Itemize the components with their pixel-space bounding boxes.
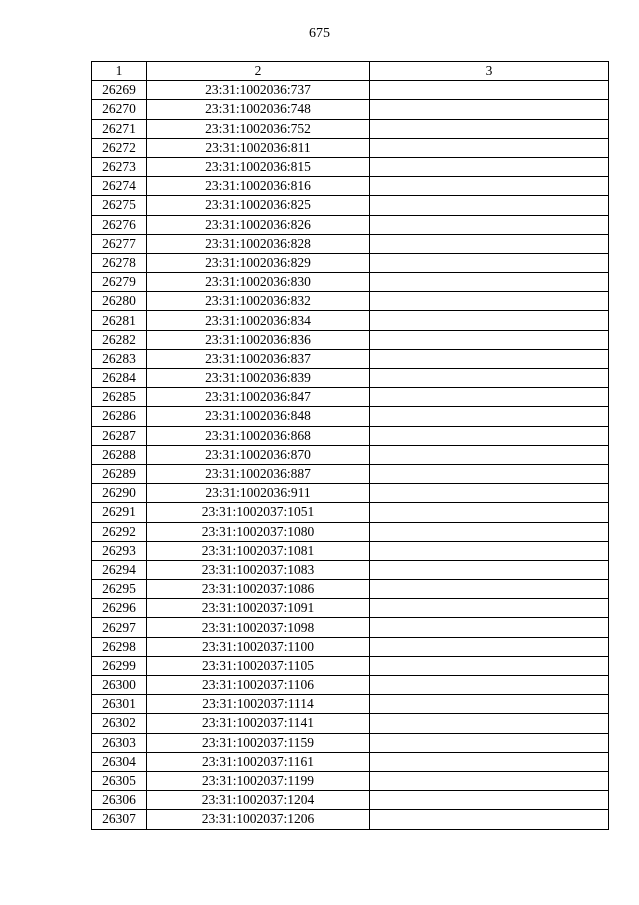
row-number-cell: 26298: [92, 637, 147, 656]
cadastral-number-cell: 23:31:1002036:825: [147, 196, 370, 215]
note-cell: [370, 292, 609, 311]
cadastral-number-cell: 23:31:1002036:830: [147, 273, 370, 292]
table-row: [92, 81, 609, 100]
row-number-cell: 26280: [92, 292, 147, 311]
table-row: [92, 618, 609, 637]
cadastral-number-cell: 23:31:1002037:1098: [147, 618, 370, 637]
cadastral-number-cell: 23:31:1002036:868: [147, 426, 370, 445]
row-number-cell: 26306: [92, 791, 147, 810]
cadastral-number-cell: 23:31:1002036:811: [147, 138, 370, 157]
note-cell: [370, 215, 609, 234]
cadastral-number-cell: 23:31:1002037:1091: [147, 599, 370, 618]
cadastral-number-cell: 23:31:1002037:1100: [147, 637, 370, 656]
cadastral-number-cell: 23:31:1002037:1080: [147, 522, 370, 541]
row-number-cell: 26295: [92, 580, 147, 599]
table-row: [92, 138, 609, 157]
note-cell: [370, 464, 609, 483]
note-cell: [370, 503, 609, 522]
note-cell: [370, 100, 609, 119]
cadastral-number-cell: 23:31:1002036:836: [147, 330, 370, 349]
table-body: [92, 81, 609, 829]
table-row: [92, 560, 609, 579]
note-cell: [370, 81, 609, 100]
cadastral-number-cell: 23:31:1002036:870: [147, 445, 370, 464]
column-header-3: 3: [370, 62, 609, 81]
note-cell: [370, 157, 609, 176]
note-cell: [370, 407, 609, 426]
table-row: [92, 503, 609, 522]
table-row: [92, 445, 609, 464]
row-number-cell: 26290: [92, 484, 147, 503]
table-row: [92, 311, 609, 330]
cadastral-number-cell: 23:31:1002036:737: [147, 81, 370, 100]
row-number-cell: 26296: [92, 599, 147, 618]
note-cell: [370, 771, 609, 790]
cadastral-number-cell: 23:31:1002036:829: [147, 253, 370, 272]
note-cell: [370, 138, 609, 157]
row-number-cell: 26276: [92, 215, 147, 234]
note-cell: [370, 695, 609, 714]
row-number-cell: 26277: [92, 234, 147, 253]
cadastral-number-cell: 23:31:1002037:1086: [147, 580, 370, 599]
table-row: [92, 157, 609, 176]
note-cell: [370, 273, 609, 292]
note-cell: [370, 426, 609, 445]
table-row: [92, 119, 609, 138]
note-cell: [370, 733, 609, 752]
row-number-cell: 26272: [92, 138, 147, 157]
cadastral-number-cell: 23:31:1002037:1106: [147, 676, 370, 695]
row-number-cell: 26273: [92, 157, 147, 176]
table-row: [92, 177, 609, 196]
row-number-cell: 26286: [92, 407, 147, 426]
row-number-cell: 26270: [92, 100, 147, 119]
row-number-cell: 26288: [92, 445, 147, 464]
table-row: [92, 599, 609, 618]
cadastral-number-cell: 23:31:1002036:832: [147, 292, 370, 311]
cadastral-number-cell: 23:31:1002036:847: [147, 388, 370, 407]
cadastral-number-cell: 23:31:1002037:1206: [147, 810, 370, 829]
row-number-cell: 26275: [92, 196, 147, 215]
row-number-cell: 26291: [92, 503, 147, 522]
table-row: [92, 522, 609, 541]
note-cell: [370, 714, 609, 733]
cadastral-number-cell: 23:31:1002037:1105: [147, 656, 370, 675]
table-row: [92, 369, 609, 388]
note-cell: [370, 311, 609, 330]
table-row: [92, 810, 609, 829]
row-number-cell: 26294: [92, 560, 147, 579]
cadastral-number-cell: 23:31:1002037:1204: [147, 791, 370, 810]
cadastral-number-cell: 23:31:1002037:1161: [147, 752, 370, 771]
cadastral-number-cell: 23:31:1002036:826: [147, 215, 370, 234]
row-number-cell: 26301: [92, 695, 147, 714]
row-number-cell: 26274: [92, 177, 147, 196]
row-number-cell: 26293: [92, 541, 147, 560]
cadastral-number-cell: 23:31:1002037:1051: [147, 503, 370, 522]
note-cell: [370, 253, 609, 272]
table-row: [92, 407, 609, 426]
note-cell: [370, 522, 609, 541]
table-row: [92, 234, 609, 253]
table-row: [92, 733, 609, 752]
row-number-cell: 26281: [92, 311, 147, 330]
table-row: [92, 273, 609, 292]
note-cell: [370, 618, 609, 637]
row-number-cell: 26299: [92, 656, 147, 675]
row-number-cell: 26283: [92, 349, 147, 368]
row-number-cell: 26278: [92, 253, 147, 272]
note-cell: [370, 541, 609, 560]
cadastral-number-cell: 23:31:1002036:837: [147, 349, 370, 368]
row-number-cell: 26307: [92, 810, 147, 829]
row-number-cell: 26271: [92, 119, 147, 138]
row-number-cell: 26287: [92, 426, 147, 445]
note-cell: [370, 560, 609, 579]
row-number-cell: 26304: [92, 752, 147, 771]
cadastral-number-cell: 23:31:1002036:748: [147, 100, 370, 119]
table-row: [92, 292, 609, 311]
note-cell: [370, 388, 609, 407]
cadastral-number-cell: 23:31:1002037:1114: [147, 695, 370, 714]
cadastral-number-cell: 23:31:1002036:839: [147, 369, 370, 388]
table-row: [92, 695, 609, 714]
row-number-cell: 26285: [92, 388, 147, 407]
row-number-cell: 26289: [92, 464, 147, 483]
table-row: [92, 541, 609, 560]
table-row: [92, 676, 609, 695]
row-number-cell: 26302: [92, 714, 147, 733]
row-number-cell: 26269: [92, 81, 147, 100]
table-row: [92, 637, 609, 656]
page-number: 675: [309, 26, 330, 41]
table-row: [92, 388, 609, 407]
table-row: [92, 752, 609, 771]
note-cell: [370, 580, 609, 599]
cadastral-number-cell: 23:31:1002036:911: [147, 484, 370, 503]
row-number-cell: 26300: [92, 676, 147, 695]
cadastral-number-cell: 23:31:1002036:887: [147, 464, 370, 483]
note-cell: [370, 119, 609, 138]
table-row: [92, 100, 609, 119]
table-row: [92, 349, 609, 368]
note-cell: [370, 234, 609, 253]
cadastral-number-cell: 23:31:1002037:1081: [147, 541, 370, 560]
cadastral-number-cell: 23:31:1002037:1159: [147, 733, 370, 752]
table-row: [92, 656, 609, 675]
table-row: [92, 714, 609, 733]
table-row: [92, 464, 609, 483]
table-row: [92, 215, 609, 234]
table-row: [92, 253, 609, 272]
table-row: [92, 196, 609, 215]
cadastral-number-cell: 23:31:1002036:815: [147, 157, 370, 176]
row-number-cell: 26305: [92, 771, 147, 790]
table-row: [92, 791, 609, 810]
note-cell: [370, 637, 609, 656]
note-cell: [370, 810, 609, 829]
cadastral-number-cell: 23:31:1002036:752: [147, 119, 370, 138]
column-header-1: 1: [92, 62, 147, 81]
note-cell: [370, 791, 609, 810]
note-cell: [370, 484, 609, 503]
note-cell: [370, 752, 609, 771]
row-number-cell: 26282: [92, 330, 147, 349]
cadastral-number-cell: 23:31:1002037:1141: [147, 714, 370, 733]
cadastral-number-cell: 23:31:1002036:816: [147, 177, 370, 196]
column-header-2: 2: [147, 62, 370, 81]
note-cell: [370, 349, 609, 368]
note-cell: [370, 369, 609, 388]
note-cell: [370, 330, 609, 349]
header-row: [92, 62, 609, 81]
table-row: [92, 484, 609, 503]
note-cell: [370, 196, 609, 215]
note-cell: [370, 177, 609, 196]
cadastral-number-cell: 23:31:1002037:1199: [147, 771, 370, 790]
cadastral-number-cell: 23:31:1002036:828: [147, 234, 370, 253]
row-number-cell: 26297: [92, 618, 147, 637]
row-number-cell: 26284: [92, 369, 147, 388]
note-cell: [370, 599, 609, 618]
row-number-cell: 26303: [92, 733, 147, 752]
cadastral-number-cell: 23:31:1002037:1083: [147, 560, 370, 579]
cadastral-table: [91, 61, 609, 830]
note-cell: [370, 656, 609, 675]
cadastral-number-cell: 23:31:1002036:834: [147, 311, 370, 330]
row-number-cell: 26279: [92, 273, 147, 292]
note-cell: [370, 676, 609, 695]
note-cell: [370, 445, 609, 464]
table-row: [92, 771, 609, 790]
cadastral-number-cell: 23:31:1002036:848: [147, 407, 370, 426]
table-row: [92, 580, 609, 599]
table-row: [92, 330, 609, 349]
table-row: [92, 426, 609, 445]
row-number-cell: 26292: [92, 522, 147, 541]
